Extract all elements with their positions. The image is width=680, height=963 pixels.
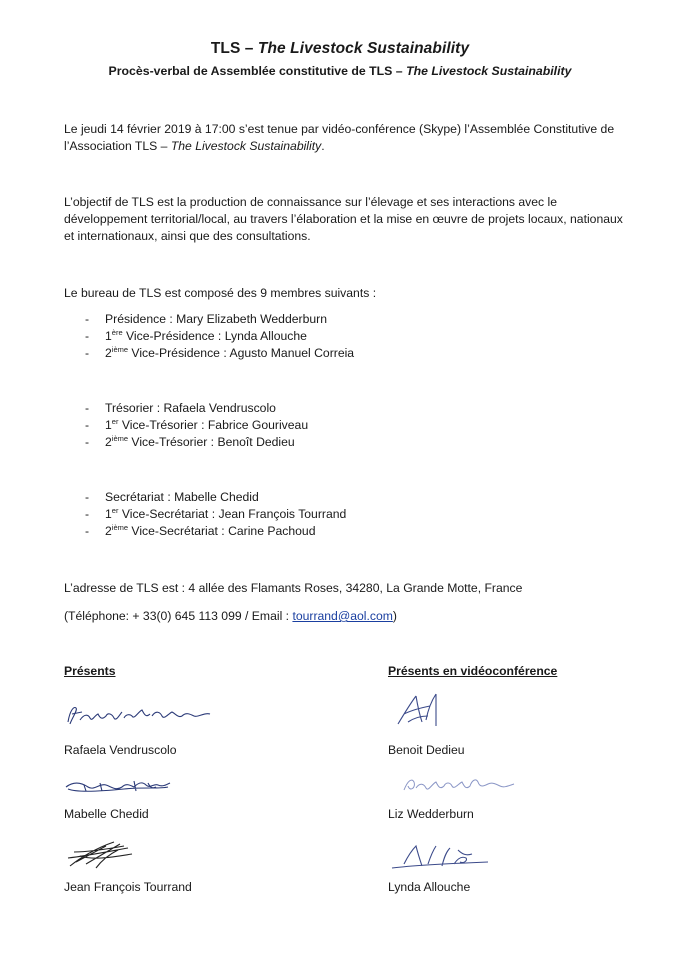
contact-line: (Téléphone: + 33(0) 645 113 099 / Email : tourrand@aol.com) bbox=[64, 609, 397, 623]
list-item: - Trésorier : Rafaela Vendruscolo bbox=[85, 401, 276, 415]
signatory-name: Jean François Tourrand bbox=[64, 880, 192, 894]
list-item: - Présidence : Mary Elizabeth Wedderburn bbox=[85, 312, 327, 326]
intro-paragraph: Le jeudi 14 février 2019 à 17:00 s’est tenue par vidéo-conférence (Skype) l’Assemblée Constitutive de l’Association TLS – The Livestock Sustainability. bbox=[64, 122, 615, 153]
signature-rafaela bbox=[64, 700, 224, 732]
signature-lynda bbox=[388, 840, 498, 874]
list-item: - 1er Vice-Trésorier : Fabrice Gouriveau bbox=[85, 417, 309, 432]
signature-liz bbox=[400, 772, 520, 800]
present-heading: Présents bbox=[64, 664, 116, 678]
secretariat-list bbox=[64, 489, 346, 540]
address-line: L’adresse de TLS est : 4 allée des Flamants Roses, 34280, La Grande Motte, France bbox=[64, 581, 523, 595]
list-item: - Secrétariat : Mabelle Chedid bbox=[85, 490, 259, 504]
signature-jean-francois bbox=[66, 838, 140, 872]
board-intro: Le bureau de TLS est composé des 9 membres suivants : bbox=[64, 286, 377, 300]
signatory-name: Rafaela Vendruscolo bbox=[64, 743, 177, 757]
objective-paragraph: L’objectif de TLS est la production de connaissance sur l’élevage et ses interactions avec le développement territorial/local, au travers l’élaboration et la mise en œuvre de projets locaux, nationaux et internationaux, ainsi que des consultations. bbox=[64, 195, 623, 243]
list-item: - 2ième Vice-Secrétariat : Carine Pachoud bbox=[85, 523, 316, 538]
signature-mabelle bbox=[64, 775, 174, 799]
signature-benoit bbox=[390, 690, 450, 730]
video-present-heading: Présents en vidéoconférence bbox=[388, 664, 558, 678]
signatory-name: Liz Wedderburn bbox=[388, 807, 474, 821]
list-item: - 2ième Vice-Trésorier : Benoît Dedieu bbox=[85, 434, 295, 449]
signatory-name: Mabelle Chedid bbox=[64, 807, 149, 821]
tresorier-list bbox=[64, 400, 308, 451]
document-subtitle: Procès-verbal de Assemblée constitutive de TLS – The Livestock Sustainability bbox=[108, 64, 572, 78]
list-item: - 1ère Vice-Présidence : Lynda Allouche bbox=[85, 328, 307, 343]
signatory-name: Benoit Dedieu bbox=[388, 743, 465, 757]
list-item: - 2ième Vice-Présidence : Agusto Manuel Correia bbox=[85, 345, 355, 360]
list-item: - 1er Vice-Secrétariat : Jean François Tourrand bbox=[85, 506, 347, 521]
presidence-list bbox=[64, 311, 354, 362]
email-link[interactable]: tourrand@aol.com bbox=[292, 609, 393, 623]
signatory-name: Lynda Allouche bbox=[388, 880, 471, 894]
document-title: TLS – The Livestock Sustainability bbox=[210, 40, 470, 57]
